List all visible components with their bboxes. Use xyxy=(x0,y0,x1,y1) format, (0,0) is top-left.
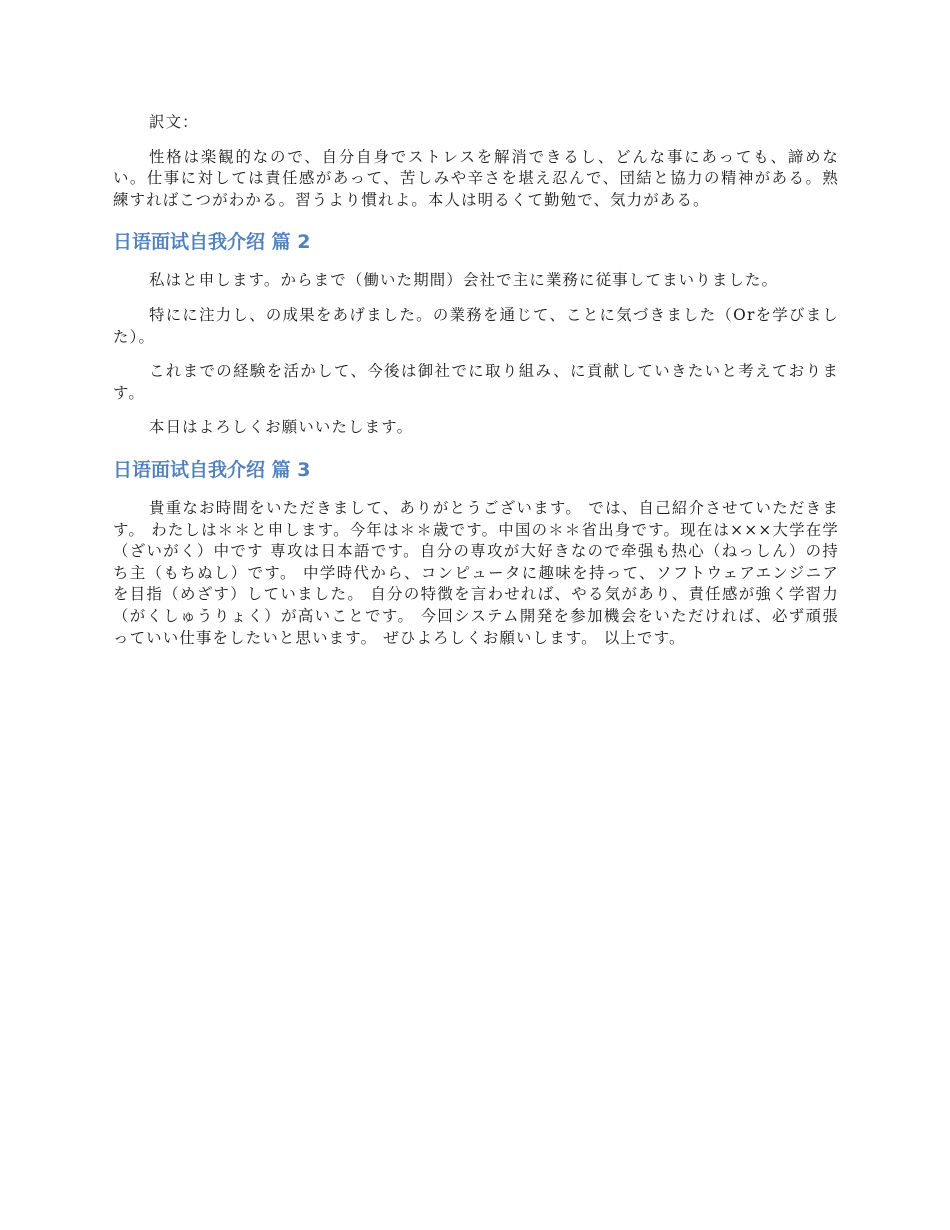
document-page xyxy=(113,112,839,662)
section-3-paragraph: 貴重なお時間をいただきまして、ありがとうございます。 では、自己紹介させていただきます。 わたしは＊＊と申します。今年は＊＊歳です。中国の＊＊省出身です。现在は×××大学在学（ざいがく）中です 専攻は日本語です。自分の専攻が大好きなので牵强も热心（ねっしん）の持ち主（もちぬし）です。 中学時代から、コンピュータに趣味を持って、ソフトウェアエンジニアを目指（めざす）していました。 自分の特徴を言わせれば、やる気があり、責任感が強く学習力（がくしゅうりょく）が高いことです。 今回システム開発を参加機会をいただければ、必ず頑張っていい仕事をしたいと思います。 ぜひよろしくお願いします。 以上です。 xyxy=(113,498,839,647)
translation-label: 訳文： xyxy=(149,113,199,131)
section-2-paragraph: これまでの経験を活かして、今後は御社でに取り組み、に貢献していきたいと考えております。 xyxy=(113,362,839,402)
section-heading-2: 日语面试自我介绍 篇 2 xyxy=(113,231,311,254)
section-2-paragraph: 特にに注力し、の成果をあげました。の業務を通じて、ことに気づきました（Orを学びました）。 xyxy=(113,305,839,346)
section-2-paragraph: 本日はよろしくお願いいたします。 xyxy=(149,418,414,437)
section-heading-3: 日语面试自我介绍 篇 3 xyxy=(113,458,311,481)
translation-paragraph: 性格は楽観的なので、自分自身でストレスを解消できるし、どんな事にあっても、諦めない。仕事に対しては責任感があって、苦しみや辛さを堪え忍んで、団結と協力の精神がある。熟練すればこつがわかる。習うより慣れよ。本人は明るくて勤勉で、気力がある。 xyxy=(113,147,839,209)
section-2-paragraph: 私はと申します。からまで（働いた期間）会社で主に業務に従事してまいりました。 xyxy=(149,271,779,290)
